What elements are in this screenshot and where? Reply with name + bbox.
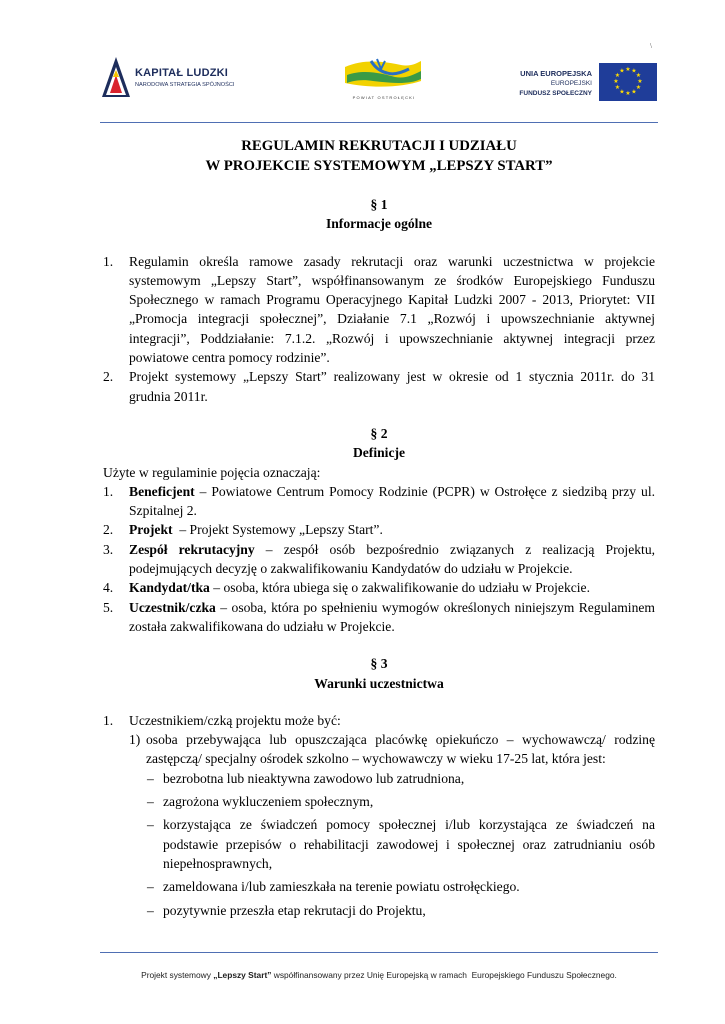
definition-text: – osoba, która ubiega się o zakwalifikowanie do udziału w Projekcie.: [209, 580, 590, 596]
dash-bullet-icon: –: [147, 770, 154, 786]
corner-mark: \: [650, 42, 652, 50]
document-body: [103, 136, 655, 924]
svg-text:★: ★: [635, 72, 642, 79]
section3-list: [103, 711, 655, 920]
definition-item: [103, 520, 655, 539]
eu-line2: EUROPEJSKI: [550, 80, 592, 87]
definition-item: [103, 482, 655, 521]
definition-item: [103, 598, 655, 637]
item-number: 2.: [103, 522, 114, 538]
svg-text:★: ★: [614, 72, 621, 79]
criteria-text: bezrobotna lub nieaktywna zawodowo lub zatrudniona,: [163, 770, 465, 786]
definition-term: Kandydat/tka: [129, 580, 210, 596]
section1-list: [103, 252, 655, 406]
definition-term: Uczestnik/czka: [129, 599, 216, 615]
footer-project-name: „Lepszy Start”: [213, 970, 272, 980]
item-number: 5.: [103, 599, 114, 615]
dash-bullet-icon: –: [147, 794, 154, 810]
sub-item-number: 1): [129, 732, 141, 748]
definition-text: – Powiatowe Centrum Pomocy Rodzinie (PCPR) w Ostrołęce z siedzibą przy ul. Szpitalnej 2.: [129, 483, 655, 519]
section3-name: Warunki uczestnictwa: [314, 675, 444, 691]
criteria-item: [147, 877, 655, 896]
criteria-list: [147, 769, 655, 920]
section3-number: § 3: [370, 656, 388, 672]
definition-term: Zespół rekrutacyjny: [129, 541, 255, 557]
sub-item-text: osoba przebywająca lub opuszczająca placówkę opiekuńczo – wychowawczą/ rodzinę zastępczą/ specjalny ośrodek szkolno – wychowawczy w wieku 17-25 lat, która jest:: [146, 732, 655, 767]
section2-list: [103, 482, 655, 636]
definition-text: – osoba, która po spełnieniu wymogów określonych niniejszym Regulaminem została zakwalifikowana do udziału w Projekcie.: [129, 599, 655, 634]
powiat-logo: [343, 57, 423, 103]
svg-text:★: ★: [631, 67, 637, 75]
definition-item: [103, 540, 655, 579]
kapital-ludzki-emblem-icon: [100, 55, 132, 99]
item-number: 4.: [103, 580, 114, 596]
definition-term: Beneficjent: [129, 483, 195, 499]
section1-name: Informacje ogólne: [325, 216, 433, 232]
powiat-caption: POWIAT OSTROŁĘCKI: [352, 95, 416, 100]
footer-suffix: współfinansowany przez Unię Europejską w ramach Europejskiego Funduszu Społecznego.: [271, 970, 617, 980]
section2-number: § 2: [370, 425, 388, 441]
item-number: 1.: [103, 253, 114, 269]
criteria-item: [147, 769, 655, 788]
kapital-ludzki-subtitle: NARODOWA STRATEGIA SPÓJNOŚCI: [135, 82, 235, 88]
definition-text: – zespół osób bezpośrednio związanych z realizacją Projektu, podejmujących decyzję o zakwalifikowaniu Kandydatów do udziału w Projekcie.: [129, 541, 656, 577]
svg-text:★: ★: [613, 78, 619, 85]
eu-logo: [505, 63, 657, 103]
section1-number: § 1: [370, 197, 388, 212]
svg-text:★: ★: [619, 88, 625, 96]
item-number: 3.: [103, 541, 114, 557]
criteria-text: korzystająca ze świadczeń pomocy społecznej i/lub korzystająca ze świadczeń na podstawie przepisów o rehabilitacji zawodowej i społecznej oraz zatrudnianiu osób niepełnosprawnych,: [163, 817, 655, 871]
footer-rule: [100, 952, 658, 953]
eu-flag-icon: [599, 63, 657, 101]
dash-bullet-icon: –: [147, 879, 154, 895]
header-logos: [100, 55, 656, 105]
eu-text: [519, 69, 592, 99]
dash-bullet-icon: –: [147, 902, 154, 918]
svg-text:★: ★: [635, 84, 642, 91]
doc-title-line1: REGULAMIN REKRUTACJI I UDZIAŁU: [241, 138, 517, 154]
criteria-item: [147, 792, 655, 811]
item-text: Regulamin określa ramowe zasady rekrutacji oraz warunki uczestnictwa w projekcie systemowym „Lepszy Start”, współfinansowanym ze środków Europejskiego Funduszu Społecznego w ramach Programu Operacyjnego Kapitał Ludzki 2007 - 2013, Priorytet: VII „Promocja integracji społecznej”, Działanie 7.1 „Rozwój i upowszechnianie aktywnej integracji”, Poddziałanie: 7.1.2. „Rozwój i upowszechnianie aktywnej integracji przez powiatowe centra pomocy rodzinie”.: [129, 253, 655, 366]
criteria-item: [147, 815, 655, 873]
svg-text:★: ★: [637, 78, 643, 85]
definition-item: [103, 578, 655, 597]
svg-text:★: ★: [619, 67, 625, 75]
definition-term: Projekt: [129, 522, 173, 538]
page-footer: [100, 970, 658, 980]
eu-line3: FUNDUSZ SPOŁECZNY: [519, 90, 592, 97]
eu-line1: UNIA EUROPEJSKA: [520, 69, 592, 78]
item-text: Uczestnikiem/czką projektu może być:: [129, 712, 341, 728]
svg-text:★: ★: [631, 88, 637, 96]
list-item: [103, 367, 655, 406]
criteria-text: zagrożona wykluczeniem społecznym,: [163, 794, 374, 810]
powiat-emblem-icon: [343, 57, 423, 95]
kapital-ludzki-title: KAPITAŁ LUDZKI: [135, 67, 229, 79]
item-number: 1.: [103, 483, 114, 499]
section2-intro: Użyte w regulaminie pojęcia oznaczają:: [103, 464, 321, 480]
sub-item: [129, 730, 655, 769]
item-number: 2.: [103, 369, 114, 385]
kapital-ludzki-logo: [100, 55, 260, 101]
doc-title-line2: W PROJEKCIE SYSTEMOWYM „LEPSZY START”: [205, 158, 553, 174]
item-text: Projekt systemowy „Lepszy Start” realizowany jest w okresie od 1 stycznia 2011r. do 31 grudnia 2011r.: [129, 369, 655, 404]
criteria-text: zameldowana i/lub zamieszkała na terenie powiatu ostrołęckiego.: [163, 879, 520, 895]
svg-text:★: ★: [625, 90, 631, 97]
list-item: [103, 252, 655, 368]
definition-text: – Projekt Systemowy „Lepszy Start”.: [172, 522, 383, 538]
criteria-item: [147, 901, 655, 920]
item-number: 1.: [103, 712, 114, 728]
dash-bullet-icon: –: [147, 817, 154, 833]
section2-name: Definicje: [352, 445, 406, 461]
svg-text:★: ★: [625, 66, 631, 73]
header-rule: [100, 122, 658, 123]
footer-prefix: Projekt systemowy: [141, 970, 214, 980]
svg-text:★: ★: [614, 84, 621, 91]
criteria-text: pozytywnie przeszła etap rekrutacji do Projektu,: [163, 902, 426, 918]
list-item: [103, 711, 655, 920]
